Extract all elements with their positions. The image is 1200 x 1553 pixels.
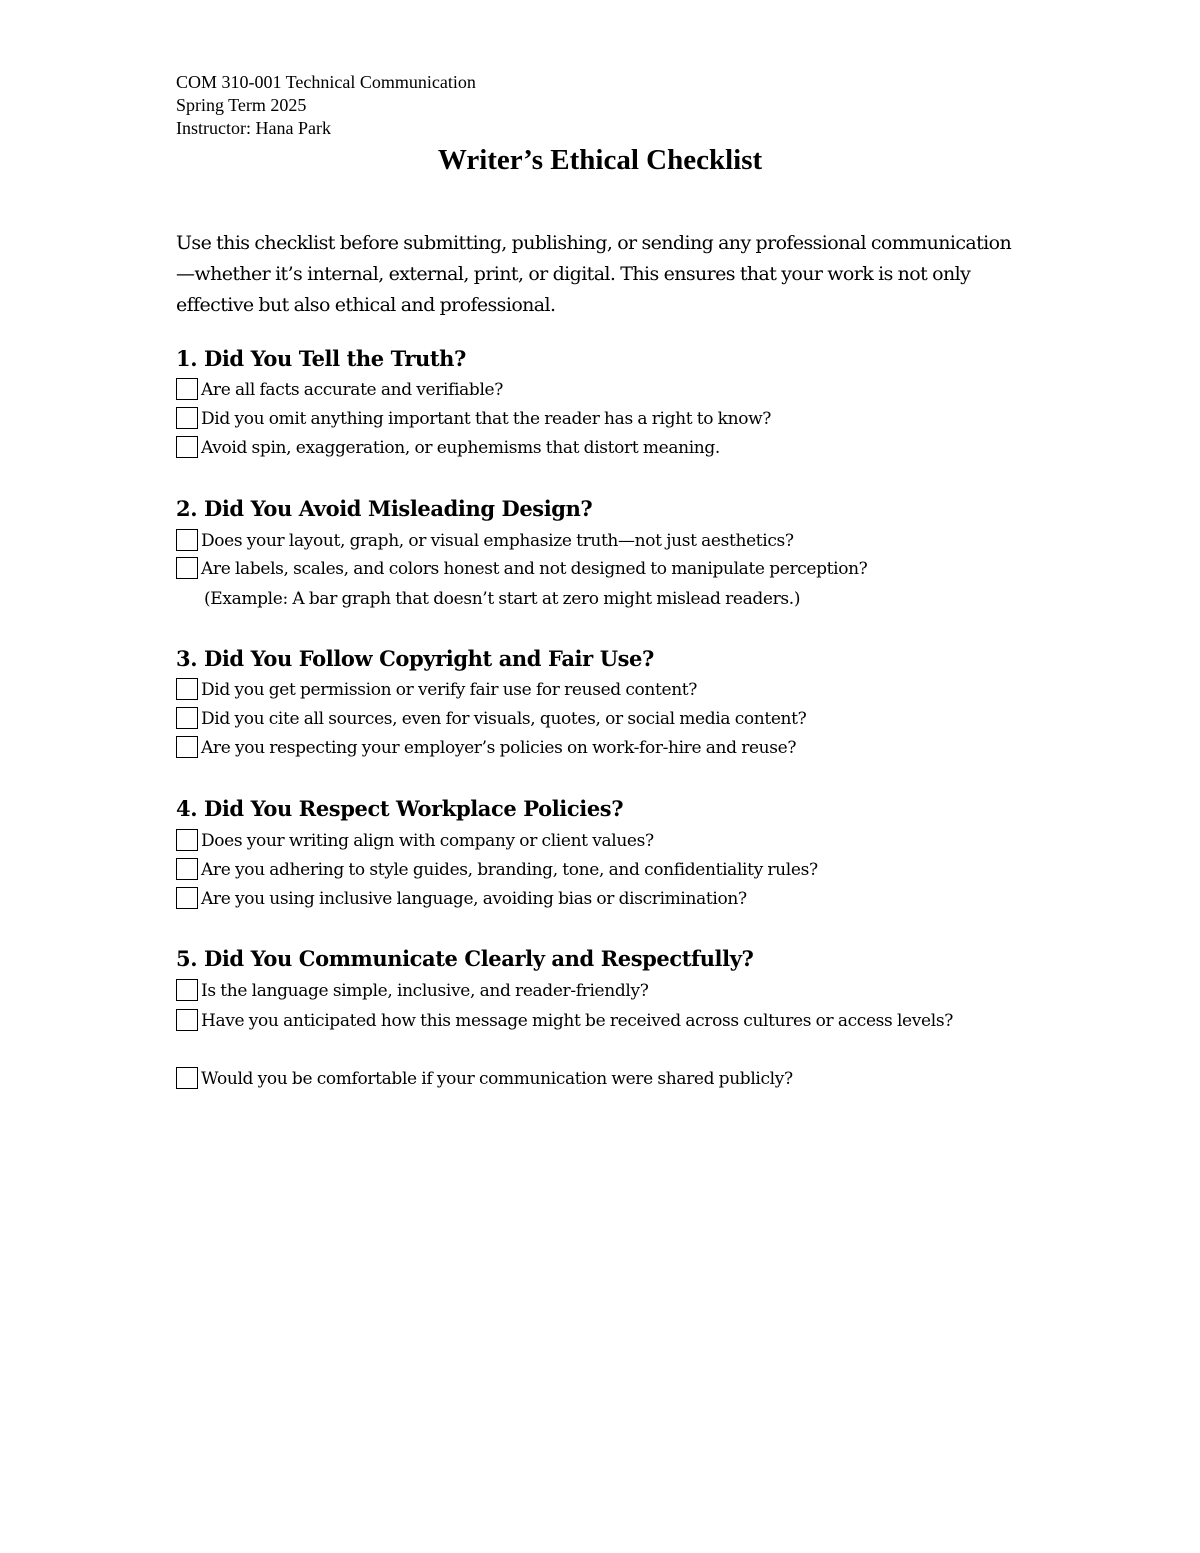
checklist-item-label: Did you get permission or verify fair use for reused content? (201, 680, 698, 700)
checklist-item (176, 376, 1006, 404)
checklist-item (176, 734, 1006, 762)
checkbox[interactable] (176, 436, 198, 458)
checkbox[interactable] (176, 707, 198, 729)
checkbox[interactable] (176, 529, 198, 551)
checklist-item-label: Is the language simple, inclusive, and reader-friendly? (201, 981, 649, 1001)
checkbox[interactable] (176, 557, 198, 579)
intro-paragraph: Use this checklist before submitting, publishing, or sending any professional communication—whether it’s internal, external, print, or digital. This ensures that your work is not only effective but also ethical and professional. (176, 232, 1012, 316)
checkbox[interactable] (176, 1009, 198, 1031)
checklist-item-label: Does your layout, graph, or visual emphasize truth—not just aesthetics? (201, 531, 794, 551)
checklist-item-label: Are all facts accurate and verifiable? (201, 380, 504, 400)
page-title: Writer’s Ethical Checklist (437, 144, 763, 176)
section-heading-design: 2. Did You Avoid Misleading Design? (176, 496, 593, 521)
section-heading-truth: 1. Did You Tell the Truth? (176, 346, 466, 371)
checklist-item-label: Did you omit anything important that the reader has a right to know? (201, 409, 772, 429)
checkbox[interactable] (176, 887, 198, 909)
checklist-item (176, 555, 1006, 583)
checklist-item-label: Have you anticipated how this message might be received across cultures or access levels? (201, 1011, 953, 1031)
checkbox[interactable] (176, 829, 198, 851)
checklist-item-label: Are you adhering to style guides, branding, tone, and confidentiality rules? (201, 860, 818, 880)
checklist-item (176, 434, 1006, 462)
course-name: COM 310-001 Technical Communication (176, 72, 476, 92)
section-heading-policies: 4. Did You Respect Workplace Policies? (176, 796, 624, 821)
checklist-item (176, 856, 1006, 884)
checklist-item (176, 405, 1006, 433)
checkbox[interactable] (176, 736, 198, 758)
checklist-item (176, 885, 1006, 913)
checklist-item (176, 676, 1006, 704)
checkbox[interactable] (176, 678, 198, 700)
checklist-item (176, 977, 1006, 1005)
checklist-item (176, 1065, 1006, 1093)
example-note: (Example: A bar graph that doesn’t start at zero might mislead readers.) (204, 589, 801, 609)
checkbox[interactable] (176, 858, 198, 880)
checklist-item-label: Avoid spin, exaggeration, or euphemisms that distort meaning. (201, 438, 720, 458)
checkbox[interactable] (176, 1067, 198, 1089)
course-instructor: Instructor: Hana Park (176, 118, 331, 138)
checklist-item (176, 527, 1006, 555)
checklist-item-label: Does your writing align with company or client values? (201, 831, 654, 851)
course-header (176, 71, 476, 140)
checklist-item (176, 827, 1006, 855)
section-heading-copyright: 3. Did You Follow Copyright and Fair Use? (176, 646, 654, 671)
checklist-item (176, 1007, 1006, 1035)
checkbox[interactable] (176, 407, 198, 429)
checklist-item (176, 705, 1006, 733)
checklist-item-label: Are you respecting your employer’s policies on work-for-hire and reuse? (201, 738, 797, 758)
checklist-item-label: Did you cite all sources, even for visuals, quotes, or social media content? (201, 709, 807, 729)
checklist-item-label: Are labels, scales, and colors honest and not designed to manipulate perception? (201, 559, 868, 579)
course-term: Spring Term 2025 (176, 95, 307, 115)
checklist-item-label: Are you using inclusive language, avoiding bias or discrimination? (201, 889, 747, 909)
checkbox[interactable] (176, 979, 198, 1001)
checklist-item-label: Would you be comfortable if your communication were shared publicly? (201, 1069, 793, 1089)
section-heading-clarity: 5. Did You Communicate Clearly and Respectfully? (176, 946, 754, 971)
checkbox[interactable] (176, 378, 198, 400)
